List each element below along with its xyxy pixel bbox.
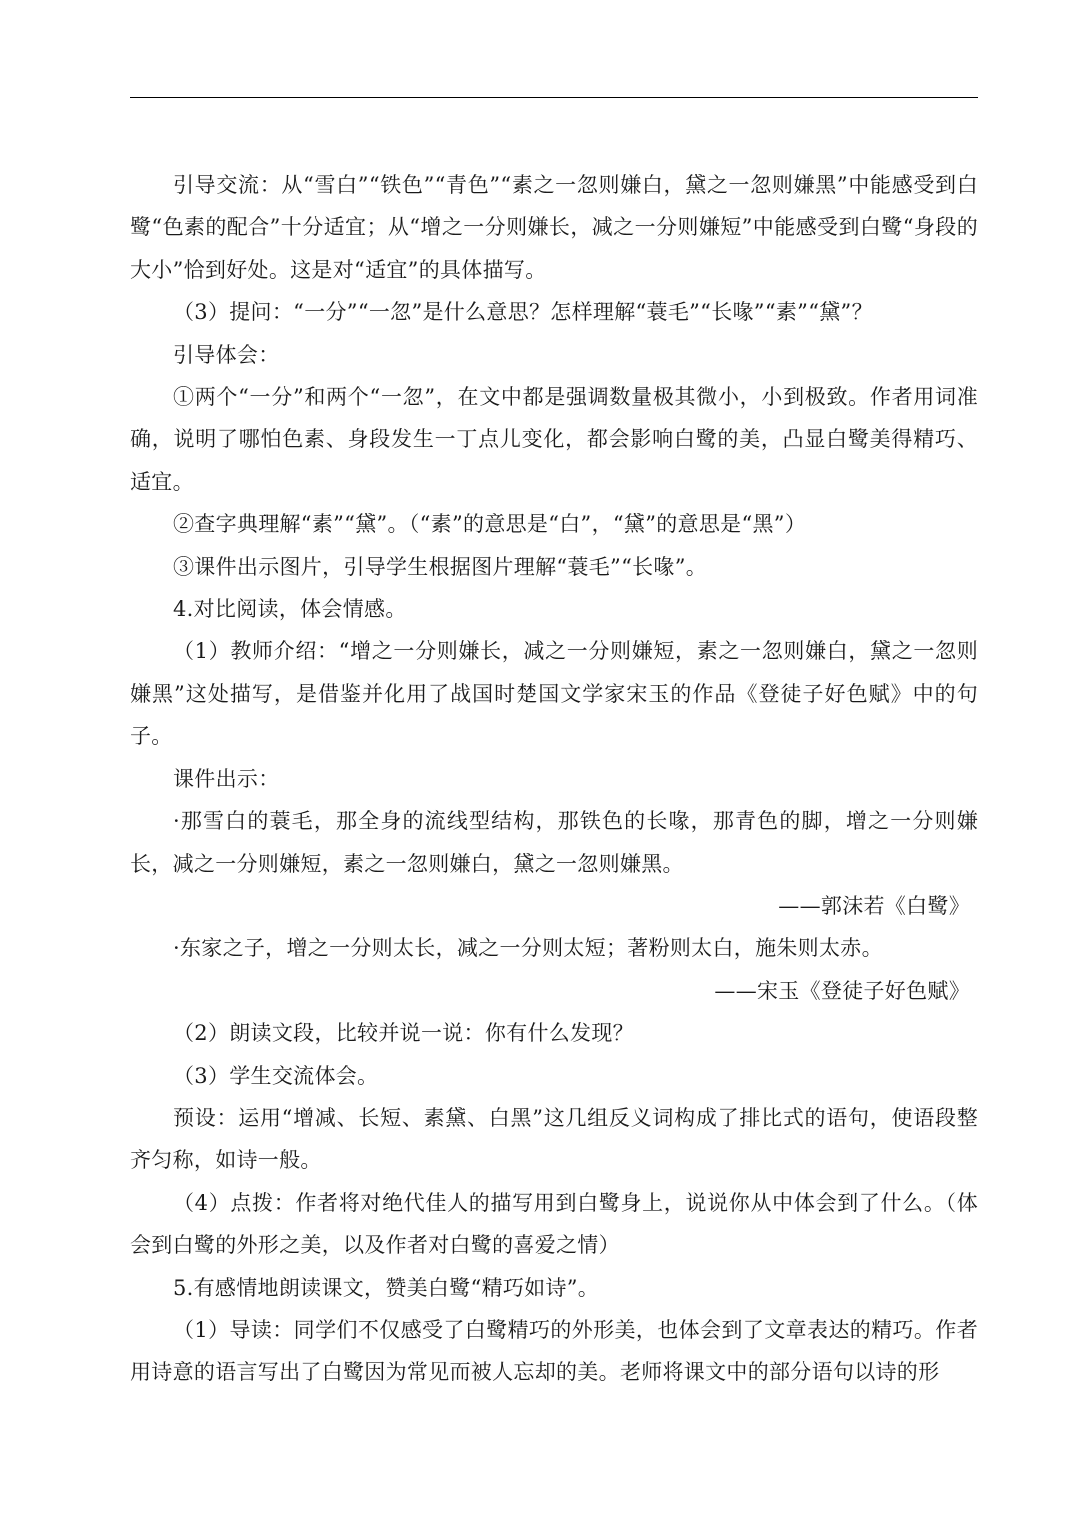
paragraph-question-3: （3）提问：“一分”“一忽”是什么意思？怎样理解“蓑毛”“长喙”“素”“黛”？ xyxy=(173,300,873,325)
section-heading-4: 4.对比阅读，体会情感。 xyxy=(173,597,407,622)
quote-guo-moruo: ·那雪白的蓑毛，那全身的流线型结构，那铁色的长喙，那青色的脚，增之一分则嫌长，减之一分则嫌短，素之一忽则嫌白，黛之一忽则嫌黑。 xyxy=(130,809,978,876)
paragraph-guide-experience: 引导体会： xyxy=(173,342,280,367)
paragraph-student-exchange: （3）学生交流体会。 xyxy=(173,1063,379,1088)
quote-source-song-yu: ——宋玉《登徒子好色赋》 xyxy=(714,978,970,1003)
paragraph-lead-reading: （1）导读：同学们不仅感受了白鹭精巧的外形美，也体会到了文章表达的精巧。作者用诗意的语言写出了白鹭因为常见而被人忘却的美。老师将课文中的部分语句以诗的形 xyxy=(130,1317,978,1385)
quote-source-guo-moruo: ——郭沫若《白鹭》 xyxy=(778,893,970,918)
paragraph-guide-exchange: 引导交流：从“雪白”“铁色”“青色”“素之一忽则嫌白，黛之一忽则嫌黑”中能感受到白鹭“色素的配合”十分适宜；从“增之一分则嫌长，减之一分则嫌短”中能感受到白鹭“身段的大小”恰到好处。这是对“适宜”的具体描写。 xyxy=(130,173,978,282)
quote-song-yu: ·东家之子，增之一分则太长，减之一分则太短；著粉则太白，施朱则太赤。 xyxy=(173,936,883,961)
paragraph-guidance-4: （4）点拨：作者将对绝代佳人的描写用到白鹭身上，说说你从中体会到了什么。（体会到白鹭的外形之美，以及作者对白鹭的喜爱之情） xyxy=(130,1190,978,1258)
document-body xyxy=(130,164,978,1394)
paragraph-point-3: ③课件出示图片，引导学生根据图片理解“蓑毛”“长喙”。 xyxy=(173,554,708,579)
paragraph-read-compare: （2）朗读文段，比较并说一说：你有什么发现？ xyxy=(173,1021,634,1046)
paragraph-preset: 预设：运用“增减、长短、素黛、白黑”这几组反义词构成了排比式的语句，使语段整齐匀称，如诗一般。 xyxy=(130,1105,978,1173)
paragraph-teacher-intro: （1）教师介绍：“增之一分则嫌长，减之一分则嫌短，素之一忽则嫌白，黛之一忽则嫌黑”这处描写，是借鉴并化用了战国时楚国文学家宋玉的作品《登徒子好色赋》中的句子。 xyxy=(130,639,978,749)
paragraph-point-2: ②查字典理解“素”“黛”。（“素”的意思是“白”，“黛”的意思是“黑”） xyxy=(173,512,807,537)
section-heading-5: 5.有感情地朗读课文，赞美白鹭“精巧如诗”。 xyxy=(173,1275,600,1300)
header-rule xyxy=(130,97,978,98)
paragraph-courseware-show: 课件出示： xyxy=(173,766,280,791)
paragraph-point-1: ①两个“一分”和两个“一忽”，在文中都是强调数量极其微小，小到极致。作者用词准确，说明了哪怕色素、身段发生一丁点儿变化，都会影响白鹭的美，凸显白鹭美得精巧、适宜。 xyxy=(130,385,978,494)
